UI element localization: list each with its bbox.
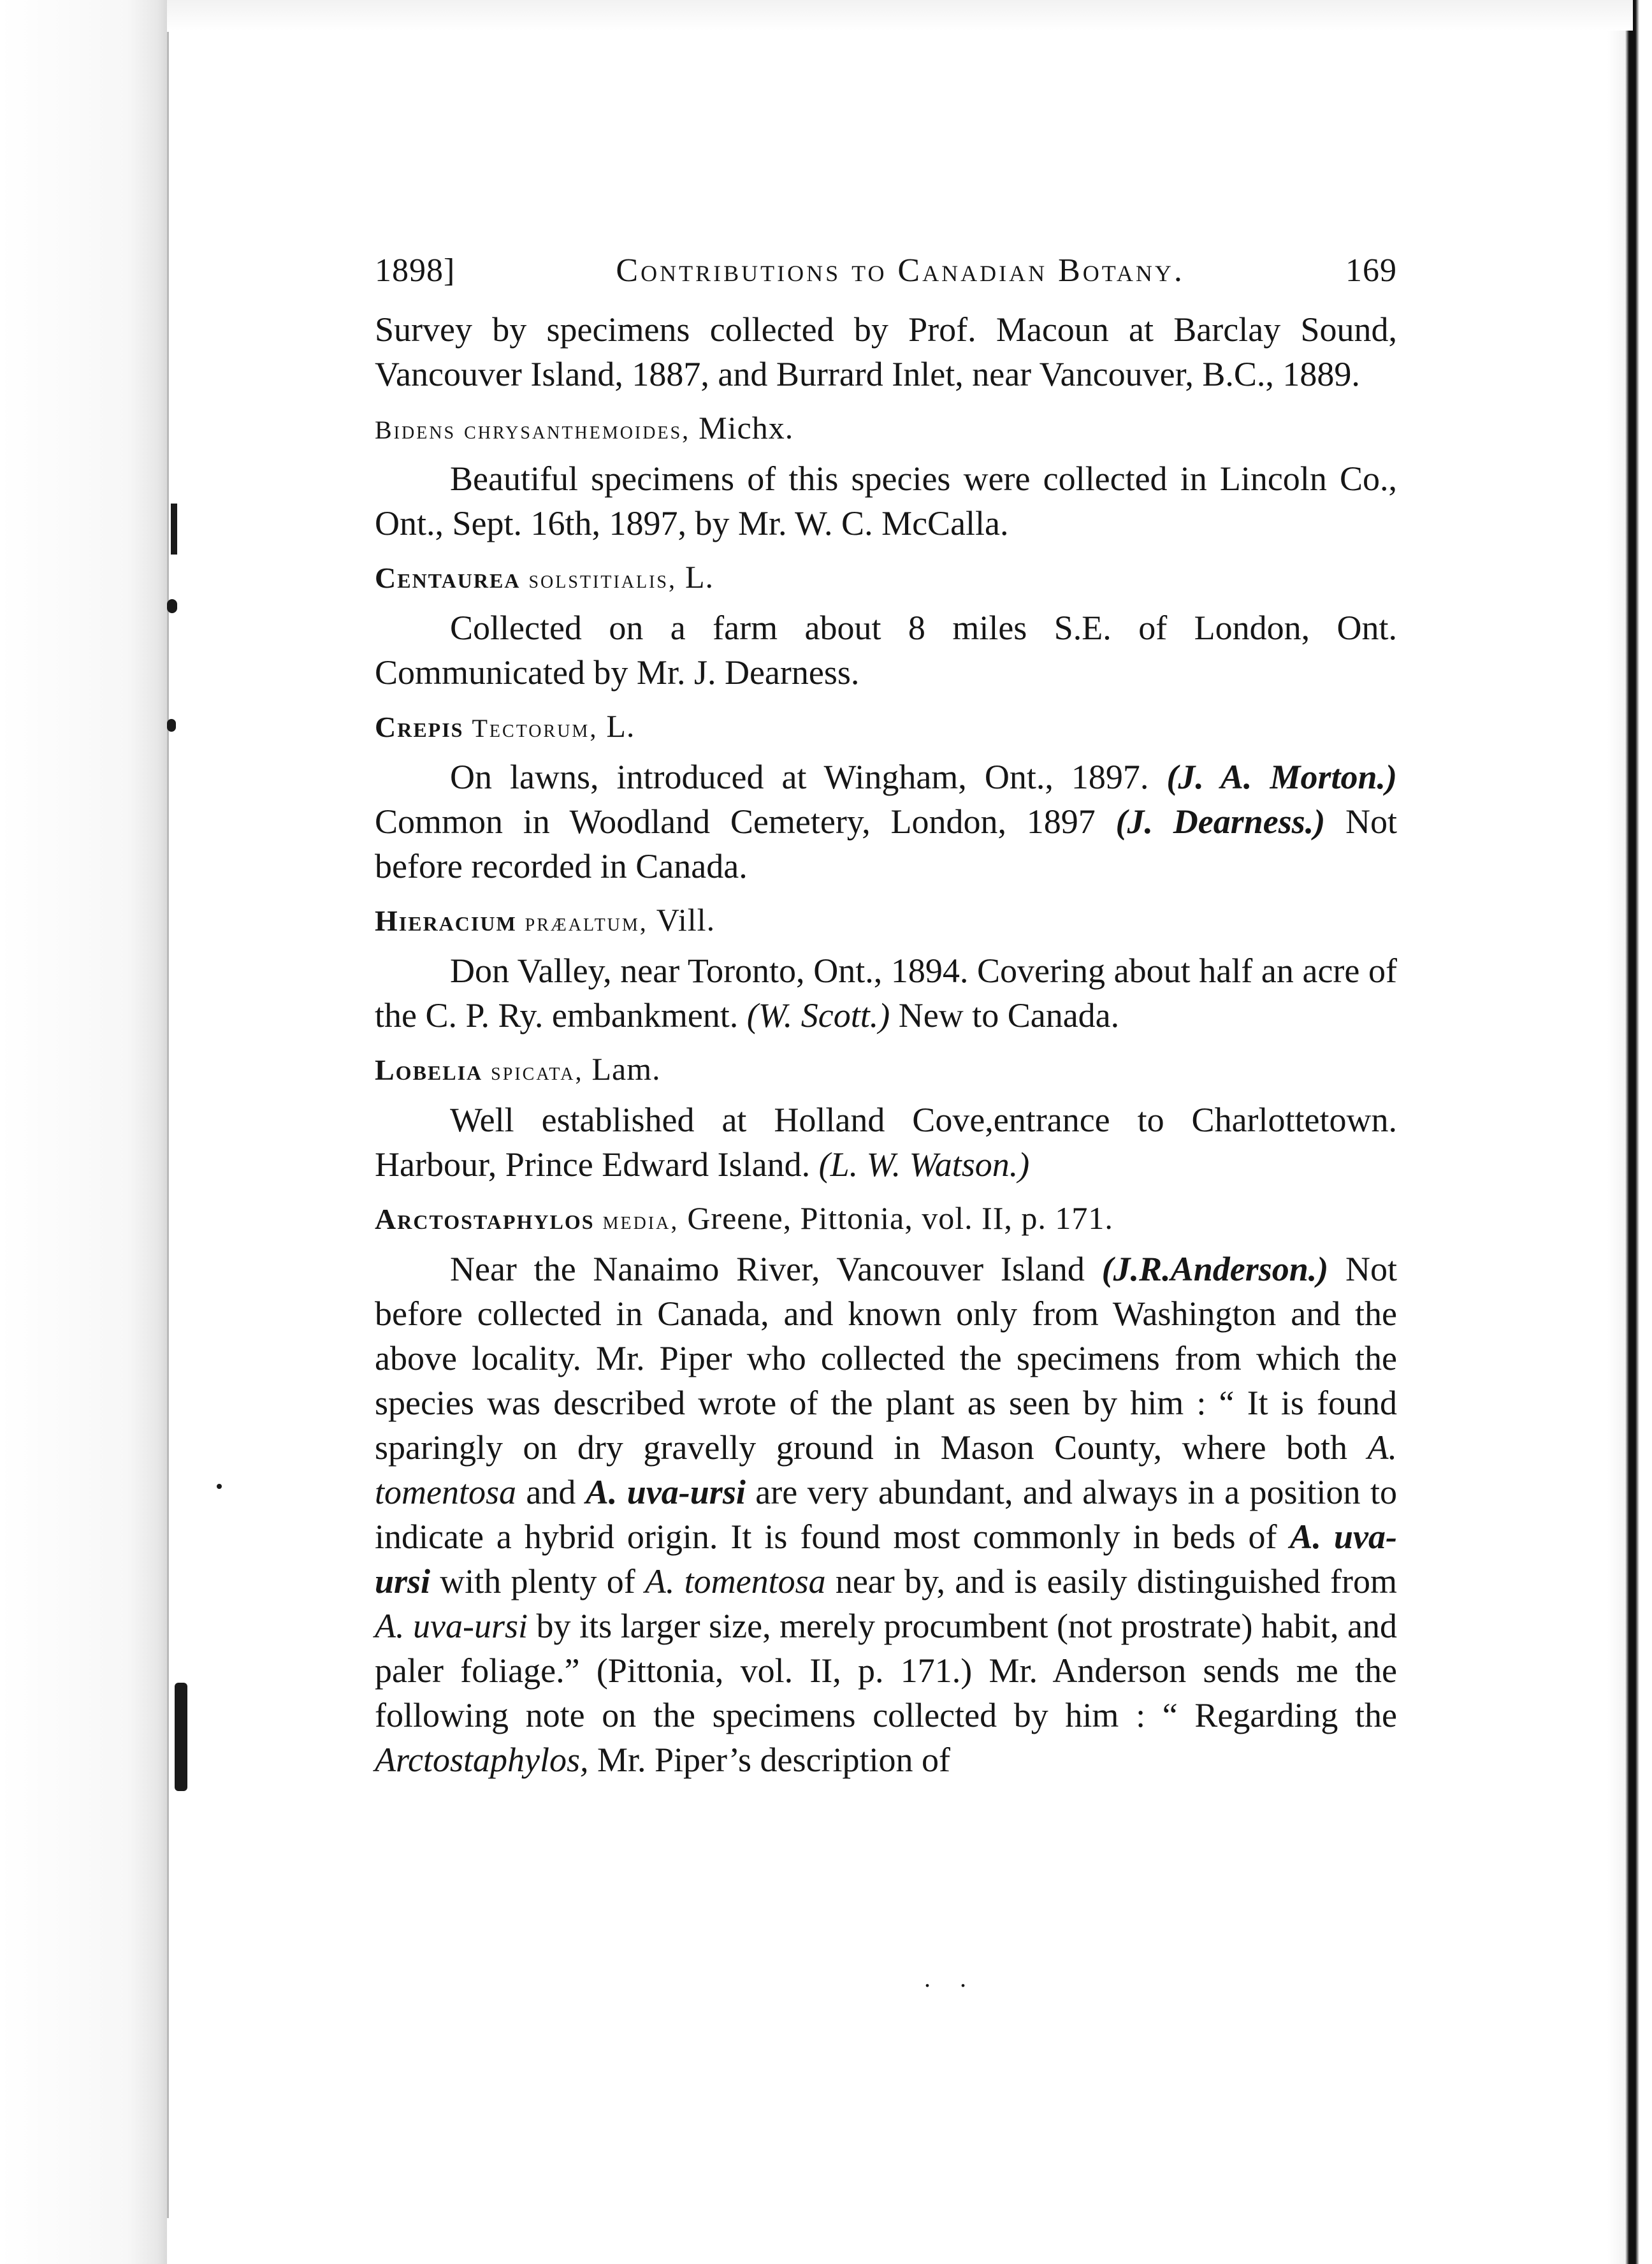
- species-authority: Greene, Pittonia, vol. II, p. 171.: [687, 1200, 1113, 1236]
- genus-name: Crepis: [375, 711, 464, 743]
- text-run: Common in Woodland Cemetery, London, 1897: [375, 802, 1116, 841]
- text-run: New to Canada.: [890, 996, 1120, 1034]
- binding-mark: [171, 504, 177, 555]
- species-heading: Bidens chrysanthemoides, Michx.: [375, 410, 794, 446]
- species-authority: Vill.: [656, 902, 716, 938]
- collector-name: (W. Scott.): [746, 996, 890, 1034]
- collector-name: (L. W. Watson.): [818, 1145, 1030, 1184]
- species-authority: Michx.: [699, 410, 794, 446]
- species-authority: L.: [685, 559, 714, 595]
- species-heading: Crepis Tectorum, L.: [375, 708, 635, 744]
- species-reference: A. tomentosa: [375, 1428, 1397, 1511]
- text-run: and: [516, 1473, 586, 1511]
- genus-name: Lobelia: [375, 1054, 483, 1086]
- species-authority: Lam.: [591, 1051, 661, 1087]
- left-binding-edge: [0, 0, 167, 2264]
- species-heading: Centaurea solstitialis, L.: [375, 559, 714, 595]
- text-run: are very abundant, and always in a position to indicate a hybrid origin. It is found most commonly in beds of: [375, 1473, 1397, 1556]
- text-run: Not before recorded in Canada.: [375, 802, 1397, 885]
- genus-name: Centaurea: [375, 562, 521, 594]
- collector-name: (J. A. Morton.): [1166, 758, 1397, 796]
- right-page-edge: [1607, 0, 1652, 2264]
- running-head-title: Contributions to Canadian Botany.: [616, 252, 1185, 289]
- species-reference: A. uva-ursi: [375, 1518, 1397, 1600]
- genus-reference: Arctostaphylos,: [375, 1741, 589, 1779]
- binding-mark: [217, 1484, 222, 1489]
- text-run: On lawns, introduced at Wingham, Ont., 1897.: [450, 758, 1167, 796]
- book-page: [375, 249, 1397, 1782]
- footer-marks: . .: [924, 1964, 978, 1992]
- text-run: Don Valley, near Toronto, Ont., 1894. Covering about half an acre of the C. P. Ry. embankment.: [375, 952, 1397, 1034]
- entry-text: Collected on a farm about 8 miles S.E. of London, Ont. Communicated by Mr. J. Dearness.: [375, 609, 1397, 692]
- species-epithet: præaltum: [525, 908, 640, 936]
- text-run: near by, and is easily distinguished from: [825, 1562, 1397, 1600]
- species-heading: Hieracium præaltum, Vill.: [375, 902, 716, 938]
- species-reference: A. uva-ursi: [375, 1607, 528, 1645]
- species-epithet: chrysanthemoides: [464, 416, 683, 444]
- top-page-edge: [167, 0, 1633, 31]
- binding-mark: [175, 1683, 187, 1791]
- text-run: Near the Nanaimo River, Vancouver Island: [450, 1250, 1102, 1288]
- collector-name: (J.R.Anderson.): [1101, 1250, 1329, 1288]
- species-reference: A. tomentosa: [644, 1562, 826, 1600]
- binding-mark: [167, 719, 176, 732]
- binding-mark: [167, 599, 177, 613]
- species-epithet: media: [602, 1206, 671, 1235]
- species-epithet: solstitialis: [528, 565, 669, 593]
- text-run: Well established at Holland Cove,entrance to Charlottetown. Harbour, Prince Edward Island.: [375, 1101, 1397, 1184]
- genus-name: Hieracium: [375, 904, 517, 937]
- entry-text: [375, 1247, 1397, 1782]
- running-head-year: 1898]: [375, 252, 456, 289]
- species-heading: Arctostaphylos media, Greene, Pittonia, vol. II, p. 171.: [375, 1200, 1113, 1236]
- species-authority: L.: [606, 708, 635, 744]
- running-head: [375, 249, 1397, 293]
- text-run: with plenty of: [430, 1562, 645, 1600]
- entry-text: [375, 948, 1397, 1038]
- species-epithet: Tectorum: [472, 714, 590, 743]
- species-epithet: spicata: [491, 1057, 576, 1085]
- entry-text: [375, 1098, 1397, 1187]
- page-fold-line: [167, 32, 169, 2218]
- species-heading: Lobelia spicata, Lam.: [375, 1051, 661, 1087]
- page-number: 169: [1345, 252, 1397, 289]
- text-run: by its larger size, merely procumbent (not prostrate) habit, and paler foliage.” (Pittonia, vol. II, p. 171.) Mr. Anderson sends me the following note on the specimens collected by him : “ Regarding the: [375, 1607, 1397, 1734]
- text-run: Mr. Piper’s description of: [588, 1741, 950, 1779]
- genus-name: Arctostaphylos: [375, 1203, 595, 1235]
- entry-text: Beautiful specimens of this species were collected in Lincoln Co., Ont., Sept. 16th, 1897, by Mr. W. C. McCalla.: [375, 460, 1397, 542]
- species-reference: A. uva-ursi: [585, 1473, 746, 1511]
- collector-name: (J. Dearness.): [1115, 802, 1326, 841]
- continuation-paragraph: Survey by specimens collected by Prof. Macoun at Barclay Sound, Vancouver Island, 1887, and Burrard Inlet, near Vancouver, B.C., 1889.: [375, 310, 1397, 393]
- entry-text: [375, 755, 1397, 889]
- text-run: Not before collected in Canada, and known only from Washington and the above locality. Mr. Piper who collected the specimens from which the species was described wrote of the plant as seen by him : “ It is found sparingly on dry gravelly ground in Mason County, where both: [375, 1250, 1398, 1467]
- genus-name: Bidens: [375, 416, 456, 444]
